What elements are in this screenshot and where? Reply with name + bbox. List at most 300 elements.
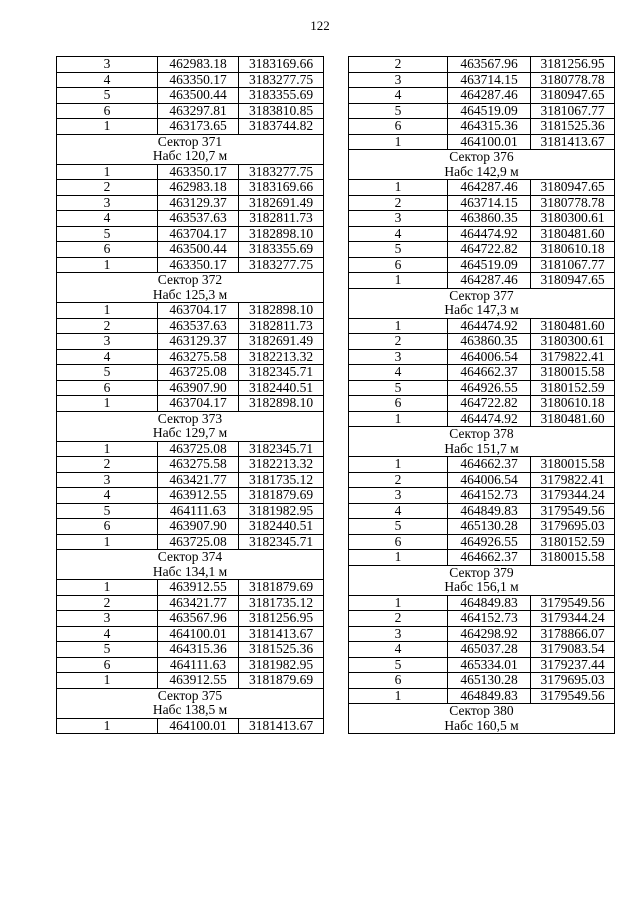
point-number: 1 — [57, 119, 158, 135]
sector-height: Набс 151,7 м — [349, 442, 615, 457]
y-coordinate: 3180778.78 — [531, 72, 615, 88]
y-coordinate: 3181525.36 — [531, 119, 615, 135]
sector-title-row — [349, 565, 615, 580]
x-coordinate: 464006.54 — [448, 472, 531, 488]
y-coordinate: 3182691.49 — [239, 334, 324, 350]
sector-title: Сектор 375 — [57, 688, 324, 703]
sector-height: Набс 160,5 м — [349, 719, 615, 734]
sector-title: Сектор 378 — [349, 427, 615, 442]
table-row — [349, 273, 615, 289]
sector-height: Набс 134,1 м — [57, 565, 324, 580]
y-coordinate: 3180481.60 — [531, 411, 615, 427]
x-coordinate: 464926.55 — [448, 380, 531, 396]
x-coordinate: 464287.46 — [448, 273, 531, 289]
table-row — [349, 380, 615, 396]
x-coordinate: 464722.82 — [448, 242, 531, 258]
x-coordinate: 463129.37 — [158, 334, 239, 350]
x-coordinate: 464287.46 — [448, 180, 531, 196]
table-row — [57, 303, 324, 319]
point-number: 1 — [57, 396, 158, 412]
y-coordinate: 3181525.36 — [239, 642, 324, 658]
table-row — [57, 488, 324, 504]
point-number: 3 — [349, 72, 448, 88]
x-coordinate: 463725.08 — [158, 534, 239, 550]
y-coordinate: 3183810.85 — [239, 103, 324, 119]
point-number: 3 — [57, 57, 158, 73]
point-number: 5 — [57, 226, 158, 242]
x-coordinate: 464849.83 — [448, 688, 531, 704]
y-coordinate: 3182440.51 — [239, 380, 324, 396]
table-row — [349, 457, 615, 473]
table-row — [349, 411, 615, 427]
table-row — [57, 657, 324, 673]
table-row — [349, 673, 615, 689]
y-coordinate: 3180300.61 — [531, 211, 615, 227]
table-row — [349, 503, 615, 519]
sector-title: Сектор 371 — [57, 134, 324, 149]
x-coordinate: 465037.28 — [448, 642, 531, 658]
sector-title: Сектор 377 — [349, 288, 615, 303]
left-column — [56, 56, 324, 734]
point-number: 1 — [349, 411, 448, 427]
y-coordinate: 3182691.49 — [239, 195, 324, 211]
x-coordinate: 464111.63 — [158, 503, 239, 519]
point-number: 6 — [57, 519, 158, 535]
table-row — [57, 226, 324, 242]
y-coordinate: 3180947.65 — [531, 273, 615, 289]
x-coordinate: 463350.17 — [158, 72, 239, 88]
y-coordinate: 3180610.18 — [531, 242, 615, 258]
y-coordinate: 3181879.69 — [239, 580, 324, 596]
sector-title-row — [57, 688, 324, 703]
y-coordinate: 3182898.10 — [239, 303, 324, 319]
sector-height-row — [57, 426, 324, 441]
table-row — [349, 119, 615, 135]
sector-title-row — [349, 150, 615, 165]
sector-height: Набс 142,9 м — [349, 165, 615, 180]
table-row — [57, 103, 324, 119]
sector-height: Набс 147,3 м — [349, 303, 615, 318]
table-row — [349, 334, 615, 350]
y-coordinate: 3183355.69 — [239, 242, 324, 258]
x-coordinate: 465130.28 — [448, 519, 531, 535]
x-coordinate: 463173.65 — [158, 119, 239, 135]
y-coordinate: 3180610.18 — [531, 396, 615, 412]
table-row — [349, 180, 615, 196]
x-coordinate: 463860.35 — [448, 334, 531, 350]
point-number: 3 — [57, 195, 158, 211]
point-number: 3 — [349, 211, 448, 227]
point-number: 6 — [349, 396, 448, 412]
point-number: 1 — [57, 673, 158, 689]
y-coordinate: 3181256.95 — [239, 611, 324, 627]
point-number: 2 — [57, 180, 158, 196]
point-number: 6 — [57, 242, 158, 258]
page-number: 122 — [310, 18, 330, 33]
y-coordinate: 3180152.59 — [531, 380, 615, 396]
table-row — [57, 57, 324, 73]
y-coordinate: 3182345.71 — [239, 365, 324, 381]
table-row — [57, 611, 324, 627]
sector-title: Сектор 380 — [349, 704, 615, 719]
sector-height-row — [57, 288, 324, 303]
y-coordinate: 3179549.56 — [531, 503, 615, 519]
point-number: 6 — [349, 673, 448, 689]
point-number: 3 — [349, 626, 448, 642]
sector-title: Сектор 376 — [349, 150, 615, 165]
y-coordinate: 3183169.66 — [239, 57, 324, 73]
table-row — [349, 611, 615, 627]
x-coordinate: 463275.58 — [158, 349, 239, 365]
point-number: 5 — [349, 380, 448, 396]
point-number: 1 — [349, 457, 448, 473]
point-number: 1 — [57, 164, 158, 180]
table-row — [57, 626, 324, 642]
y-coordinate: 3179822.41 — [531, 349, 615, 365]
y-coordinate: 3183277.75 — [239, 164, 324, 180]
table-row — [349, 595, 615, 611]
table-row — [57, 441, 324, 457]
point-number: 4 — [57, 488, 158, 504]
y-coordinate: 3183169.66 — [239, 180, 324, 196]
sector-title-row — [349, 288, 615, 303]
sector-title-row — [57, 273, 324, 288]
table-row — [57, 718, 324, 734]
point-number: 3 — [57, 611, 158, 627]
x-coordinate: 463421.77 — [158, 472, 239, 488]
point-number: 4 — [349, 642, 448, 658]
x-coordinate: 465334.01 — [448, 657, 531, 673]
table-row — [57, 534, 324, 550]
point-number: 5 — [57, 88, 158, 104]
point-number: 3 — [349, 349, 448, 365]
y-coordinate: 3180015.58 — [531, 457, 615, 473]
y-coordinate: 3179695.03 — [531, 673, 615, 689]
point-number: 1 — [349, 180, 448, 196]
point-number: 2 — [349, 195, 448, 211]
table-row — [57, 519, 324, 535]
y-coordinate: 3179549.56 — [531, 595, 615, 611]
point-number: 1 — [57, 580, 158, 596]
y-coordinate: 3180947.65 — [531, 180, 615, 196]
x-coordinate: 463275.58 — [158, 457, 239, 473]
x-coordinate: 463704.17 — [158, 396, 239, 412]
x-coordinate: 463297.81 — [158, 103, 239, 119]
table-row — [349, 688, 615, 704]
sector-height-row — [57, 703, 324, 718]
point-number: 1 — [349, 688, 448, 704]
table-row — [349, 657, 615, 673]
point-number: 6 — [57, 380, 158, 396]
y-coordinate: 3180778.78 — [531, 195, 615, 211]
sector-height-row — [349, 442, 615, 457]
y-coordinate: 3181735.12 — [239, 595, 324, 611]
point-number: 5 — [57, 642, 158, 658]
y-coordinate: 3181879.69 — [239, 673, 324, 689]
x-coordinate: 463912.55 — [158, 580, 239, 596]
point-number: 2 — [57, 318, 158, 334]
x-coordinate: 464474.92 — [448, 411, 531, 427]
table-row — [57, 472, 324, 488]
x-coordinate: 463350.17 — [158, 164, 239, 180]
left-table-body — [57, 57, 324, 734]
table-row — [349, 242, 615, 258]
y-coordinate: 3183277.75 — [239, 257, 324, 273]
x-coordinate: 463567.96 — [158, 611, 239, 627]
right-column — [348, 56, 615, 734]
x-coordinate: 464849.83 — [448, 595, 531, 611]
point-number: 5 — [349, 103, 448, 119]
x-coordinate: 463421.77 — [158, 595, 239, 611]
x-coordinate: 463129.37 — [158, 195, 239, 211]
x-coordinate: 464100.01 — [158, 626, 239, 642]
point-number: 1 — [57, 257, 158, 273]
y-coordinate: 3182898.10 — [239, 226, 324, 242]
y-coordinate: 3182213.32 — [239, 457, 324, 473]
point-number: 1 — [57, 441, 158, 457]
sector-height: Набс 129,7 м — [57, 426, 324, 441]
x-coordinate: 464474.92 — [448, 226, 531, 242]
y-coordinate: 3179549.56 — [531, 688, 615, 704]
point-number: 1 — [349, 595, 448, 611]
x-coordinate: 463912.55 — [158, 488, 239, 504]
sector-height-row — [349, 165, 615, 180]
table-row — [349, 318, 615, 334]
x-coordinate: 464315.36 — [448, 119, 531, 135]
y-coordinate: 3183355.69 — [239, 88, 324, 104]
table-row — [349, 195, 615, 211]
sector-height: Набс 156,1 м — [349, 580, 615, 595]
table-row — [57, 334, 324, 350]
point-number: 2 — [349, 611, 448, 627]
x-coordinate: 462983.18 — [158, 57, 239, 73]
y-coordinate: 3181067.77 — [531, 103, 615, 119]
sector-height-row — [57, 565, 324, 580]
x-coordinate: 464287.46 — [448, 88, 531, 104]
point-number: 1 — [349, 273, 448, 289]
y-coordinate: 3182898.10 — [239, 396, 324, 412]
y-coordinate: 3182345.71 — [239, 441, 324, 457]
table-row — [57, 242, 324, 258]
left-coordinates-table — [56, 56, 324, 734]
table-row — [349, 103, 615, 119]
x-coordinate: 463567.96 — [448, 57, 531, 73]
point-number: 4 — [349, 365, 448, 381]
x-coordinate: 463907.90 — [158, 519, 239, 535]
sector-height-row — [57, 149, 324, 164]
y-coordinate: 3181735.12 — [239, 472, 324, 488]
table-row — [57, 503, 324, 519]
point-number: 5 — [57, 503, 158, 519]
point-number: 3 — [57, 472, 158, 488]
point-number: 4 — [57, 211, 158, 227]
y-coordinate: 3179695.03 — [531, 519, 615, 535]
y-coordinate: 3180300.61 — [531, 334, 615, 350]
y-coordinate: 3179083.54 — [531, 642, 615, 658]
x-coordinate: 464722.82 — [448, 396, 531, 412]
table-row — [57, 673, 324, 689]
x-coordinate: 463537.63 — [158, 318, 239, 334]
y-coordinate: 3183277.75 — [239, 72, 324, 88]
table-row — [349, 626, 615, 642]
y-coordinate: 3180481.60 — [531, 226, 615, 242]
y-coordinate: 3181256.95 — [531, 57, 615, 73]
right-coordinates-table — [348, 56, 615, 734]
y-coordinate: 3180152.59 — [531, 534, 615, 550]
y-coordinate: 3181879.69 — [239, 488, 324, 504]
point-number: 4 — [349, 503, 448, 519]
x-coordinate: 464152.73 — [448, 488, 531, 504]
x-coordinate: 463500.44 — [158, 88, 239, 104]
y-coordinate: 3181413.67 — [239, 718, 324, 734]
table-row — [57, 318, 324, 334]
table-row — [57, 72, 324, 88]
point-number: 3 — [349, 488, 448, 504]
table-row — [349, 211, 615, 227]
table-row — [57, 365, 324, 381]
x-coordinate: 463350.17 — [158, 257, 239, 273]
sector-height: Набс 138,5 м — [57, 703, 324, 718]
y-coordinate: 3183744.82 — [239, 119, 324, 135]
point-number: 2 — [349, 334, 448, 350]
table-row — [349, 226, 615, 242]
x-coordinate: 464100.01 — [158, 718, 239, 734]
y-coordinate: 3179822.41 — [531, 472, 615, 488]
point-number: 6 — [349, 257, 448, 273]
table-row — [57, 257, 324, 273]
table-row — [349, 257, 615, 273]
sector-title: Сектор 373 — [57, 411, 324, 426]
x-coordinate: 463537.63 — [158, 211, 239, 227]
point-number: 2 — [57, 595, 158, 611]
point-number: 5 — [349, 657, 448, 673]
point-number: 1 — [349, 550, 448, 566]
sector-title-row — [57, 411, 324, 426]
point-number: 4 — [57, 626, 158, 642]
y-coordinate: 3179344.24 — [531, 611, 615, 627]
x-coordinate: 465130.28 — [448, 673, 531, 689]
y-coordinate: 3178866.07 — [531, 626, 615, 642]
table-row — [349, 72, 615, 88]
x-coordinate: 464662.37 — [448, 457, 531, 473]
point-number: 1 — [349, 134, 448, 150]
point-number: 1 — [57, 303, 158, 319]
x-coordinate: 464926.55 — [448, 534, 531, 550]
table-row — [57, 119, 324, 135]
x-coordinate: 464298.92 — [448, 626, 531, 642]
y-coordinate: 3182811.73 — [239, 318, 324, 334]
x-coordinate: 463907.90 — [158, 380, 239, 396]
x-coordinate: 463500.44 — [158, 242, 239, 258]
x-coordinate: 464006.54 — [448, 349, 531, 365]
table-row — [57, 595, 324, 611]
sector-height: Набс 120,7 м — [57, 149, 324, 164]
x-coordinate: 463704.17 — [158, 226, 239, 242]
x-coordinate: 464519.09 — [448, 257, 531, 273]
table-row — [57, 349, 324, 365]
point-number: 3 — [57, 334, 158, 350]
table-row — [349, 519, 615, 535]
y-coordinate: 3180015.58 — [531, 550, 615, 566]
table-row — [57, 580, 324, 596]
y-coordinate: 3181067.77 — [531, 257, 615, 273]
sector-height-row — [349, 580, 615, 595]
x-coordinate: 464519.09 — [448, 103, 531, 119]
table-row — [349, 365, 615, 381]
point-number: 6 — [57, 657, 158, 673]
x-coordinate: 464849.83 — [448, 503, 531, 519]
sector-title: Сектор 372 — [57, 273, 324, 288]
x-coordinate: 464100.01 — [448, 134, 531, 150]
table-row — [349, 642, 615, 658]
x-coordinate: 463714.15 — [448, 195, 531, 211]
table-row — [349, 550, 615, 566]
table-row — [349, 472, 615, 488]
sector-height-row — [349, 719, 615, 734]
x-coordinate: 464315.36 — [158, 642, 239, 658]
table-row — [349, 134, 615, 150]
x-coordinate: 463860.35 — [448, 211, 531, 227]
point-number: 6 — [57, 103, 158, 119]
y-coordinate: 3182811.73 — [239, 211, 324, 227]
table-row — [57, 195, 324, 211]
x-coordinate: 463704.17 — [158, 303, 239, 319]
y-coordinate: 3181413.67 — [239, 626, 324, 642]
y-coordinate: 3181982.95 — [239, 503, 324, 519]
point-number: 5 — [57, 365, 158, 381]
point-number: 4 — [57, 72, 158, 88]
x-coordinate: 463714.15 — [448, 72, 531, 88]
table-row — [57, 88, 324, 104]
y-coordinate: 3181413.67 — [531, 134, 615, 150]
sector-title: Сектор 379 — [349, 565, 615, 580]
table-row — [349, 396, 615, 412]
table-row — [349, 349, 615, 365]
x-coordinate: 462983.18 — [158, 180, 239, 196]
sector-height-row — [349, 303, 615, 318]
table-row — [57, 164, 324, 180]
y-coordinate: 3180481.60 — [531, 318, 615, 334]
table-row — [57, 211, 324, 227]
table-row — [57, 642, 324, 658]
point-number: 5 — [349, 519, 448, 535]
x-coordinate: 463725.08 — [158, 441, 239, 457]
table-row — [349, 57, 615, 73]
sector-title-row — [57, 134, 324, 149]
y-coordinate: 3180947.65 — [531, 88, 615, 104]
table-row — [349, 488, 615, 504]
point-number: 2 — [57, 457, 158, 473]
y-coordinate: 3182345.71 — [239, 534, 324, 550]
sector-title-row — [57, 550, 324, 565]
y-coordinate: 3179344.24 — [531, 488, 615, 504]
x-coordinate: 463912.55 — [158, 673, 239, 689]
table-row — [57, 380, 324, 396]
table-row — [349, 88, 615, 104]
sector-title: Сектор 374 — [57, 550, 324, 565]
sector-height: Набс 125,3 м — [57, 288, 324, 303]
point-number: 4 — [57, 349, 158, 365]
table-row — [349, 534, 615, 550]
y-coordinate: 3181982.95 — [239, 657, 324, 673]
point-number: 5 — [349, 242, 448, 258]
point-number: 4 — [349, 88, 448, 104]
x-coordinate: 464474.92 — [448, 318, 531, 334]
x-coordinate: 463725.08 — [158, 365, 239, 381]
point-number: 2 — [349, 472, 448, 488]
x-coordinate: 464662.37 — [448, 365, 531, 381]
x-coordinate: 464662.37 — [448, 550, 531, 566]
